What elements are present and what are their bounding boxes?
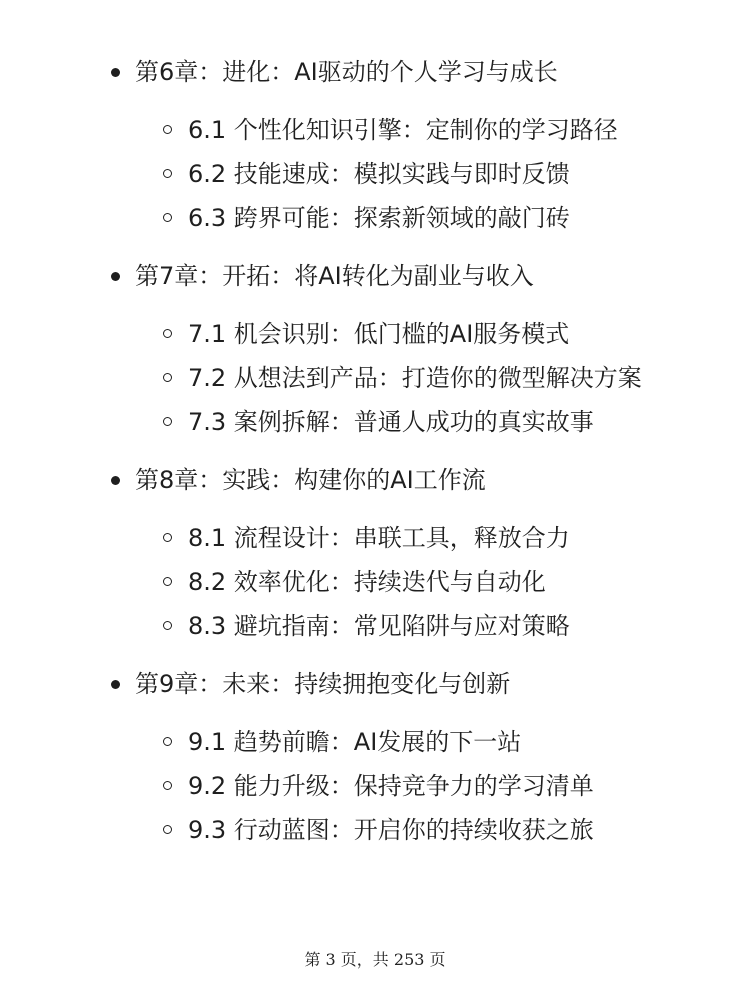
chapter-heading [0, 662, 750, 706]
filled-bullet-icon [111, 272, 120, 281]
hollow-bullet-icon [163, 577, 172, 586]
section-title: 7.2 从想法到产品：打造你的微型解决方案 [188, 364, 642, 392]
section-list [0, 108, 750, 240]
filled-bullet-icon [111, 476, 120, 485]
chapter-item [0, 50, 750, 240]
hollow-bullet-icon [163, 417, 172, 426]
section-item [0, 764, 750, 808]
hollow-bullet-icon [163, 737, 172, 746]
section-title: 7.1 机会识别：低门槛的AI服务模式 [188, 320, 570, 348]
chapter-title: 第9章：未来：持续拥抱变化与创新 [135, 670, 511, 698]
section-item [0, 400, 750, 444]
section-title: 7.3 案例拆解：普通人成功的真实故事 [188, 408, 594, 436]
section-item [0, 108, 750, 152]
section-item [0, 720, 750, 764]
section-title: 8.1 流程设计：串联工具，释放合力 [188, 524, 570, 552]
section-title: 8.3 避坑指南：常见陷阱与应对策略 [188, 612, 570, 640]
hollow-bullet-icon [163, 125, 172, 134]
table-of-contents [0, 50, 750, 866]
hollow-bullet-icon [163, 781, 172, 790]
hollow-bullet-icon [163, 213, 172, 222]
hollow-bullet-icon [163, 825, 172, 834]
section-list [0, 720, 750, 852]
section-title: 6.3 跨界可能：探索新领域的敲门砖 [188, 204, 570, 232]
section-item [0, 516, 750, 560]
filled-bullet-icon [111, 680, 120, 689]
section-item [0, 356, 750, 400]
chapter-title: 第8章：实践：构建你的AI工作流 [135, 466, 486, 494]
section-item [0, 196, 750, 240]
section-title: 6.2 技能速成：模拟实践与即时反馈 [188, 160, 570, 188]
chapter-item [0, 662, 750, 852]
chapter-heading [0, 50, 750, 94]
hollow-bullet-icon [163, 169, 172, 178]
chapter-item [0, 458, 750, 648]
chapter-item [0, 254, 750, 444]
section-title: 6.1 个性化知识引擎：定制你的学习路径 [188, 116, 618, 144]
chapter-title: 第7章：开拓：将AI转化为副业与收入 [135, 262, 534, 290]
chapter-title: 第6章：进化：AI驱动的个人学习与成长 [135, 58, 558, 86]
hollow-bullet-icon [163, 621, 172, 630]
section-title: 8.2 效率优化：持续迭代与自动化 [188, 568, 546, 596]
section-list [0, 516, 750, 648]
hollow-bullet-icon [163, 373, 172, 382]
chapter-heading [0, 458, 750, 502]
section-item [0, 312, 750, 356]
section-item [0, 604, 750, 648]
section-item [0, 560, 750, 604]
section-item [0, 152, 750, 196]
hollow-bullet-icon [163, 329, 172, 338]
section-list [0, 312, 750, 444]
chapter-heading [0, 254, 750, 298]
hollow-bullet-icon [163, 533, 172, 542]
section-item [0, 808, 750, 852]
section-title: 9.2 能力升级：保持竞争力的学习清单 [188, 772, 594, 800]
page-number-indicator: 第 3 页，共 253 页 [304, 950, 446, 969]
section-title: 9.3 行动蓝图：开启你的持续收获之旅 [188, 816, 594, 844]
page-footer [0, 947, 750, 970]
section-title: 9.1 趋势前瞻：AI发展的下一站 [188, 728, 522, 756]
filled-bullet-icon [111, 68, 120, 77]
